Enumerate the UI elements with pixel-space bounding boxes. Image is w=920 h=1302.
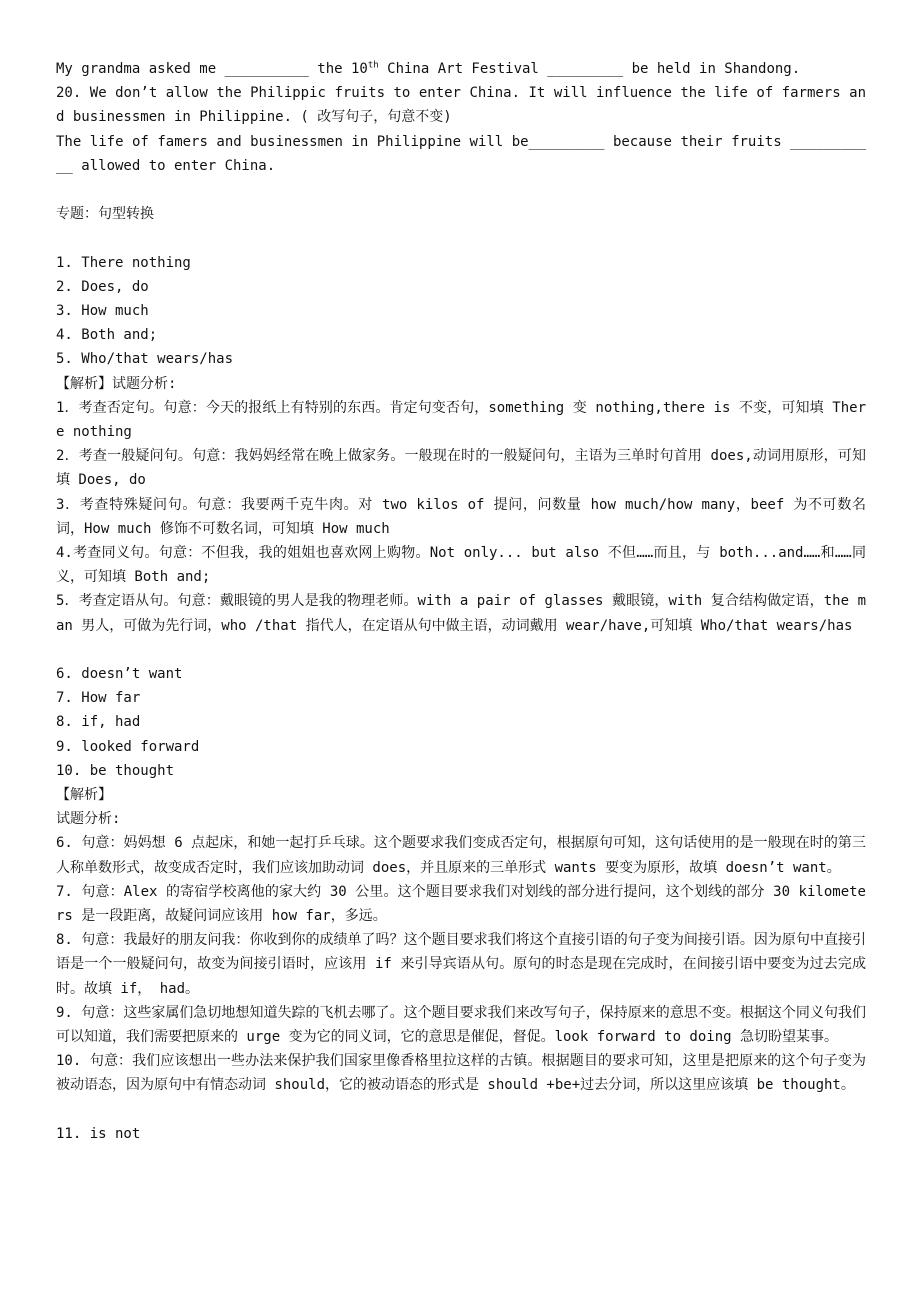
answer-line: 7. How far xyxy=(56,690,141,707)
analysis-item: 1．考查否定句。句意：今天的报纸上有特别的东西。肯定句变否句，something 变 nothing,there is 不变，可知填 There nothing xyxy=(56,399,866,441)
question-20-rewrite: The life of famers and businessmen in Philippine will be_________ because their fruits ___________ allowed to enter China. xyxy=(56,133,866,174)
answer-line: 10. be thought xyxy=(56,762,175,779)
analysis-item: 9. 句意：这些家属们急切地想知道失踪的飞机去哪了。这个题目要求我们来改写句子，保持原来的意思不变。根据这个同义句我们可以知道，我们需要把原来的 urge 变为它的同义词，它的意思是催促，督促。look forward to doing 急切盼望某事。 xyxy=(56,1004,866,1046)
analysis-item: 5．考查定语从句。句意：戴眼镜的男人是我的物理老师。with a pair of glasses 戴眼镜，with 复合结构做定语，the man 男人，可做为先行词，who /that 指代人，在定语从句中做主语，动词戴用 wear/have,可知填 Who/that wears/has xyxy=(56,593,866,634)
analysis-subheader: 试题分析: xyxy=(56,811,121,828)
analysis-item: 4.考查同义句。句意：不但我，我的姐姐也喜欢网上购物。Not only... but also 不但……而且，与 both...and……和……同义，可知填 Both and; xyxy=(56,545,866,586)
q19-superscript: th xyxy=(367,60,379,71)
answer-line: 6. doesn’t want xyxy=(56,666,183,683)
spacer xyxy=(56,178,866,202)
analysis-item: 6. 句意：妈妈想 6 点起床，和她一起打乒乓球。这个题要求我们变成否定句，根据原句可知，这句话使用的是一般现在时的第三人称单数形式，故变成否定时，我们应该加助动词 does，并且原来的三单形式 wants 要变为原形，故填 doesn’t want。 xyxy=(56,835,866,876)
answer-line: 8. if, had xyxy=(56,714,141,731)
analysis-header: 【解析】试题分析: xyxy=(56,375,177,392)
spacer xyxy=(56,1098,866,1122)
answer-line: 2. Does, do xyxy=(56,278,149,295)
analysis-item: 10. 句意：我们应该想出一些办法来保护我们国家里像香格里拉这样的古镇。根据题目的要求可知，这里是把原来的这个句子变为被动语态，因为原句中有情态动词 should，它的被动语态的形式是 should +be+过去分词，所以这里应该填 be thought。 xyxy=(56,1053,866,1094)
answer-line: 3. How much xyxy=(56,303,149,319)
question-20: 20. We don’t allow the Philippic fruits to enter China. It will influence the life of farmers and businessmen in Philippine. ( 改写句子，句意不变) xyxy=(56,85,866,126)
analysis-item: 8. 句意：我最好的朋友问我：你收到你的成绩单了吗？这个题目要求我们将这个直接引语的句子变为间接引语。因为原句中直接引语是一个一般疑问句，故变为间接引语时，应该用 if 来引导宾语从句。原句的时态是现在完成时，在间接引语中要变为过去完成时。故填 if， had。 xyxy=(56,932,866,997)
spacer xyxy=(56,226,866,250)
topic-heading: 专题：句型转换 xyxy=(56,206,154,223)
answer-line: 4. Both and; xyxy=(56,327,158,344)
q19-text-end: China Art Festival _________ be held in Shandong. xyxy=(378,61,801,77)
analysis-header: 【解析】 xyxy=(56,787,112,804)
answer-line: 9. looked forward xyxy=(56,738,200,755)
analysis-item: 3．考查特殊疑问句。句意：我要两千克牛肉。对 two kilos of 提问，问数量 how much/how many，beef 为不可数名词，How much 修饰不可数名词，可知填 How much xyxy=(56,496,866,537)
answer-line: 11. is not xyxy=(56,1125,141,1142)
analysis-item: 7. 句意：Alex 的寄宿学校离他的家大约 30 公里。这个题目要求我们对划线的部分进行提问，这个划线的部分 30 kilometers 是一段距离，故疑问词应该用 how far，多远。 xyxy=(56,883,866,925)
question-19-line xyxy=(56,57,866,81)
spacer xyxy=(56,638,866,662)
q19-text-start: My grandma asked me __________ the 10 xyxy=(56,61,368,77)
answer-line: 1. There nothing xyxy=(56,254,191,271)
analysis-item: 2．考查一般疑问句。句意：我妈妈经常在晚上做家务。一般现在时的一般疑问句，主语为三单时句首用 does,动词用原形，可知填 Does, do xyxy=(56,448,866,489)
answer-line: 5. Who/that wears/has xyxy=(56,351,234,368)
